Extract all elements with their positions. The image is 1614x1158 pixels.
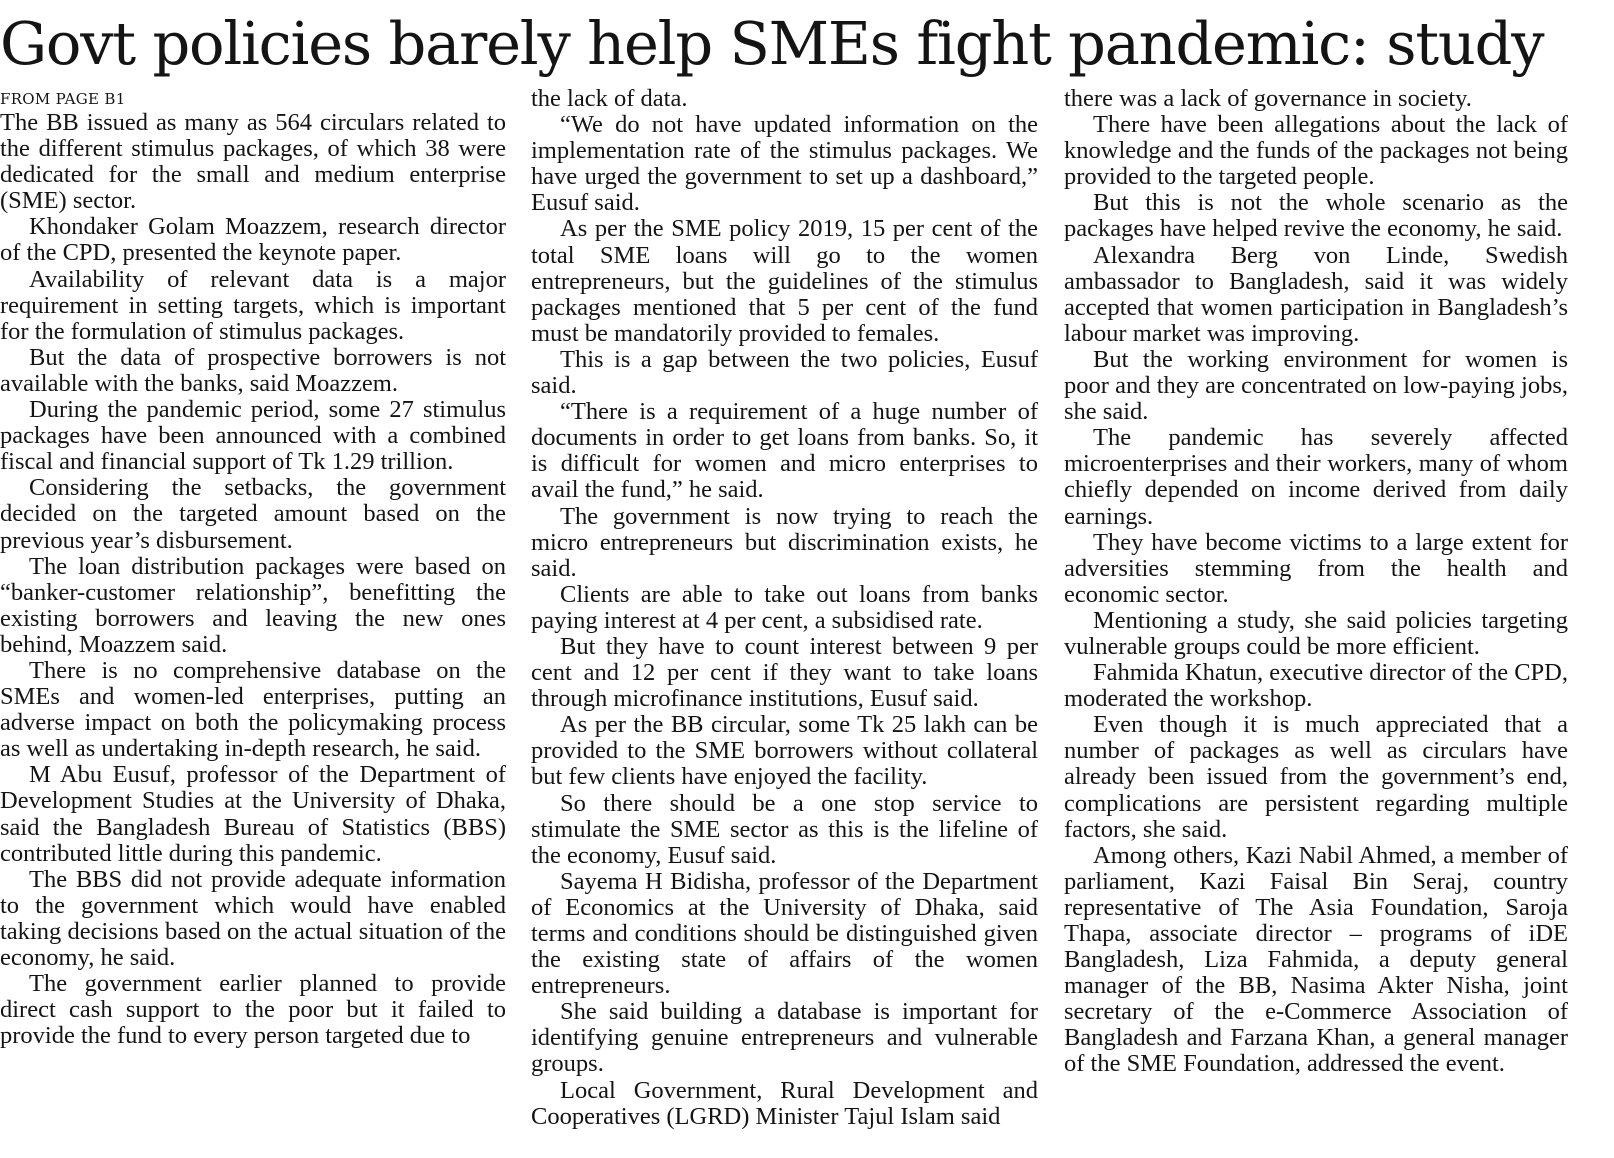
paragraph: There have been allegations about the lack of knowledge and the funds of the packages not being provided to the targeted people.: [1064, 111, 1568, 191]
paragraph: During the pandemic period, some 27 stimulus packages have been announced with a combined fiscal and financial support of Tk 1.29 trillion.: [0, 396, 506, 476]
paragraph: there was a lack of governance in society.: [1064, 86, 1472, 112]
paragraph: Sayema H Bidisha, professor of the Department of Economics at the University of Dhaka, said terms and conditions should be distinguished given the existing state of affairs of the women entrepreneurs.: [531, 867, 1038, 1000]
paragraph: She said building a database is important for identifying genuine entrepreneurs and vulnerable groups.: [531, 998, 1038, 1078]
paragraph: The BB issued as many as 564 circulars related to the different stimulus packages, of which 38 were dedicated for the small and medium enterprise (SME) sector.: [0, 109, 506, 215]
paragraph: Even though it is much appreciated that a number of packages as well as circulars have already been issued from the government’s end, complications are persistent regarding multiple factors, she said.: [1064, 711, 1568, 843]
paragraph: The government earlier planned to provide direct cash support to the poor but it failed to provide the fund to every person targeted due to: [0, 970, 506, 1050]
paragraph: The government is now trying to reach the micro entrepreneurs but discrimination exists, he said.: [531, 502, 1038, 582]
dateline: FROM PAGE B1: [0, 90, 126, 108]
paragraph: “We do not have updated information on the implementation rate of the stimulus packages. We have urged the government to set up a dashboard,” Eusuf said.: [531, 111, 1038, 217]
paragraph: This is a gap between the two policies, Eusuf said.: [531, 345, 1038, 400]
paragraph: M Abu Eusuf, professor of the Department of Development Studies at the University of Dhaka, said the Bangladesh Bureau of Statistics (BBS) contributed little during this pandemic.: [0, 761, 506, 867]
paragraph: Considering the setbacks, the government decided on the targeted amount based on the previous year’s disbursement.: [0, 474, 506, 554]
paragraph: Local Government, Rural Development and Cooperatives (LGRD) Minister Tajul Islam said: [531, 1076, 1038, 1130]
paragraph: But this is not the whole scenario as the packages have helped revive the economy, he said.: [1064, 189, 1568, 243]
paragraph: As per the BB circular, some Tk 25 lakh can be provided to the SME borrowers without collateral but few clients have enjoyed the facility.: [531, 711, 1038, 791]
headline: Govt policies barely help SMEs fight pandemic: study: [0, 9, 1544, 78]
paragraph: But the data of prospective borrowers is not available with the banks, said Moazzem.: [0, 343, 506, 397]
paragraph: But the working environment for women is poor and they are concentrated on low-paying jobs, she said.: [1064, 345, 1568, 426]
paragraph: Khondaker Golam Moazzem, research director of the CPD, presented the keynote paper.: [0, 213, 506, 267]
paragraph: “There is a requirement of a huge number of documents in order to get loans from banks. So, it is difficult for women and micro enterprises to avail the fund,” he said.: [531, 398, 1038, 504]
paragraph: The loan distribution packages were based on “banker-customer relationship”, benefitting the existing borrowers and leaving the new ones behind, Moazzem said.: [0, 552, 506, 658]
article-column-2: [531, 86, 1038, 1158]
paragraph: the lack of data.: [531, 86, 688, 112]
paragraph: Fahmida Khatun, executive director of the CPD, moderated the workshop.: [1064, 659, 1568, 713]
article-column-1: [0, 86, 506, 1158]
paragraph: They have become victims to a large extent for adversities stemming from the health and economic sector.: [1064, 528, 1568, 608]
paragraph: Alexandra Berg von Linde, Swedish ambassador to Bangladesh, said it was widely accepted that women participation in Bangladesh’s labour market was improving.: [1064, 241, 1568, 347]
paragraph: The BBS did not provide adequate information to the government which would have enabled taking decisions based on the actual situation of the economy, he said.: [0, 865, 506, 971]
paragraph: There is no comprehensive database on the SMEs and women-led enterprises, putting an adverse impact on both the policymaking process as well as undertaking in-depth research, he said.: [0, 656, 506, 763]
paragraph: Mentioning a study, she said policies targeting vulnerable groups could be more efficient.: [1064, 606, 1568, 660]
paragraph: Among others, Kazi Nabil Ahmed, a member of parliament, Kazi Faisal Bin Seraj, country representative of The Asia Foundation, Saroja Thapa, associate director – programs of iDE Bangladesh, Liza Fahmida, a deputy general manager of the BB, Nasima Akter Nisha, joint secretary of the e-Commerce Association of Bangladesh and Farzana Khan, a general manager of the SME Foundation, addressed the event.: [1064, 841, 1568, 1078]
paragraph: So there should be a one stop service to stimulate the SME sector as this is the lifeline of the economy, Eusuf said.: [531, 789, 1038, 869]
article-column-3: [1064, 86, 1568, 1158]
paragraph: As per the SME policy 2019, 15 per cent of the total SME loans will go to the women entrepreneurs, but the guidelines of the stimulus packages mentioned that 5 per cent of the fund must be mandatorily provided to females.: [531, 215, 1038, 347]
paragraph: Clients are able to take out loans from banks paying interest at 4 per cent, a subsidised rate.: [531, 580, 1038, 634]
paragraph: The pandemic has severely affected microenterprises and their workers, many of whom chiefly depended on income derived from daily earnings.: [1064, 424, 1568, 530]
paragraph: But they have to count interest between 9 per cent and 12 per cent if they want to take loans through microfinance institutions, Eusuf said.: [531, 632, 1038, 713]
paragraph: Availability of relevant data is a major requirement in setting targets, which is important for the formulation of stimulus packages.: [0, 265, 506, 345]
